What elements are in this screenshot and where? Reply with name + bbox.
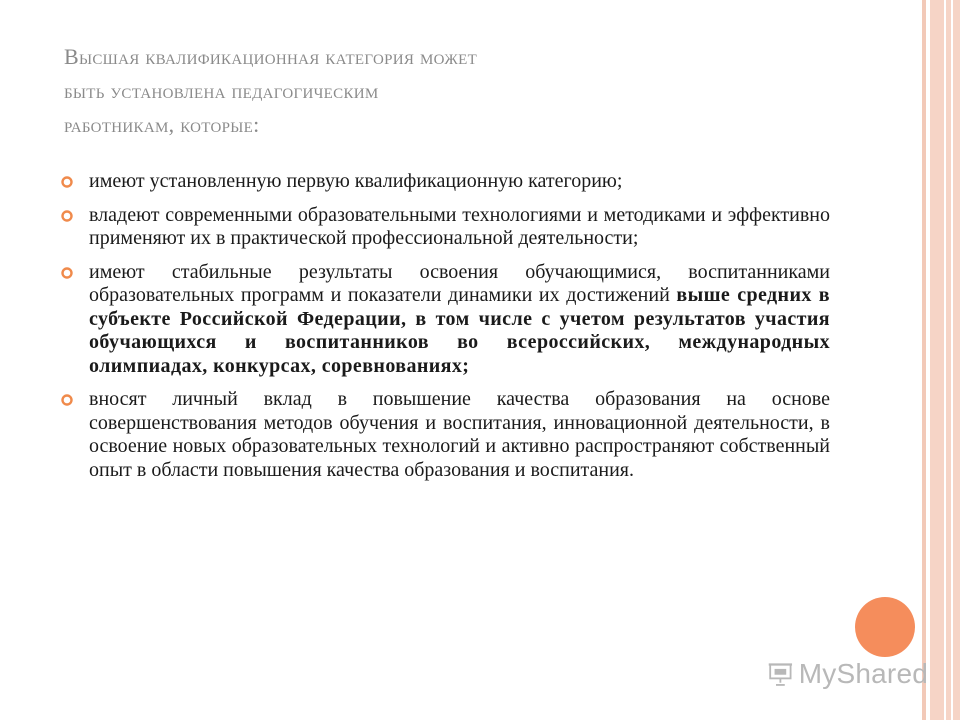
decorative-stripe — [922, 0, 926, 720]
presentation-board-icon — [768, 658, 793, 690]
bullet-text: имеют стабильные результаты освоения обучающимися, воспитанниками образовательных программ и показатели динамики их достижений — [89, 260, 830, 306]
bullet-item — [60, 388, 830, 482]
bullet-item — [60, 170, 830, 194]
bullet-list — [60, 170, 830, 492]
ring-bullet-icon — [60, 266, 74, 280]
decorative-stripe — [951, 0, 953, 720]
ring-bullet-icon — [60, 209, 74, 223]
decorative-stripe — [944, 0, 946, 720]
ring-bullet-icon — [60, 175, 74, 189]
slide-title-line: Высшая квалификационная категория может — [64, 44, 478, 69]
bullet-bold-text: выше средних в субъекте Российской Федерации, в том числе с учетом результатов участия обучающихся и воспитанников во всероссийских, международных олимпиадах, конкурсах, соревнованиях; — [89, 284, 830, 377]
slide-title-line: работникам, которые: — [64, 112, 260, 137]
slide-title — [64, 40, 844, 142]
bullet-text: имеют установленную первую квалификационную категорию; — [89, 170, 623, 192]
bullet-item — [60, 261, 830, 379]
ring-bullet-icon — [60, 393, 74, 407]
slide-title-line: быть установлена педагогическим — [64, 78, 379, 103]
watermark — [768, 654, 928, 694]
watermark-text: MyShared — [798, 658, 928, 689]
bullet-text: владеют современными образовательными технологиями и методиками и эффективно применяют их в практической профессиональной деятельности; — [89, 203, 830, 249]
bullet-text: вносят личный вклад в повышение качества образования на основе совершенствования методов обучения и воспитания, инновационной деятельности, в освоение новых образовательных технологий и активно распространяют собственный опыт в области повышения качества образования и воспитания. — [89, 388, 830, 481]
bullet-item — [60, 204, 830, 251]
accent-circle — [855, 597, 915, 657]
